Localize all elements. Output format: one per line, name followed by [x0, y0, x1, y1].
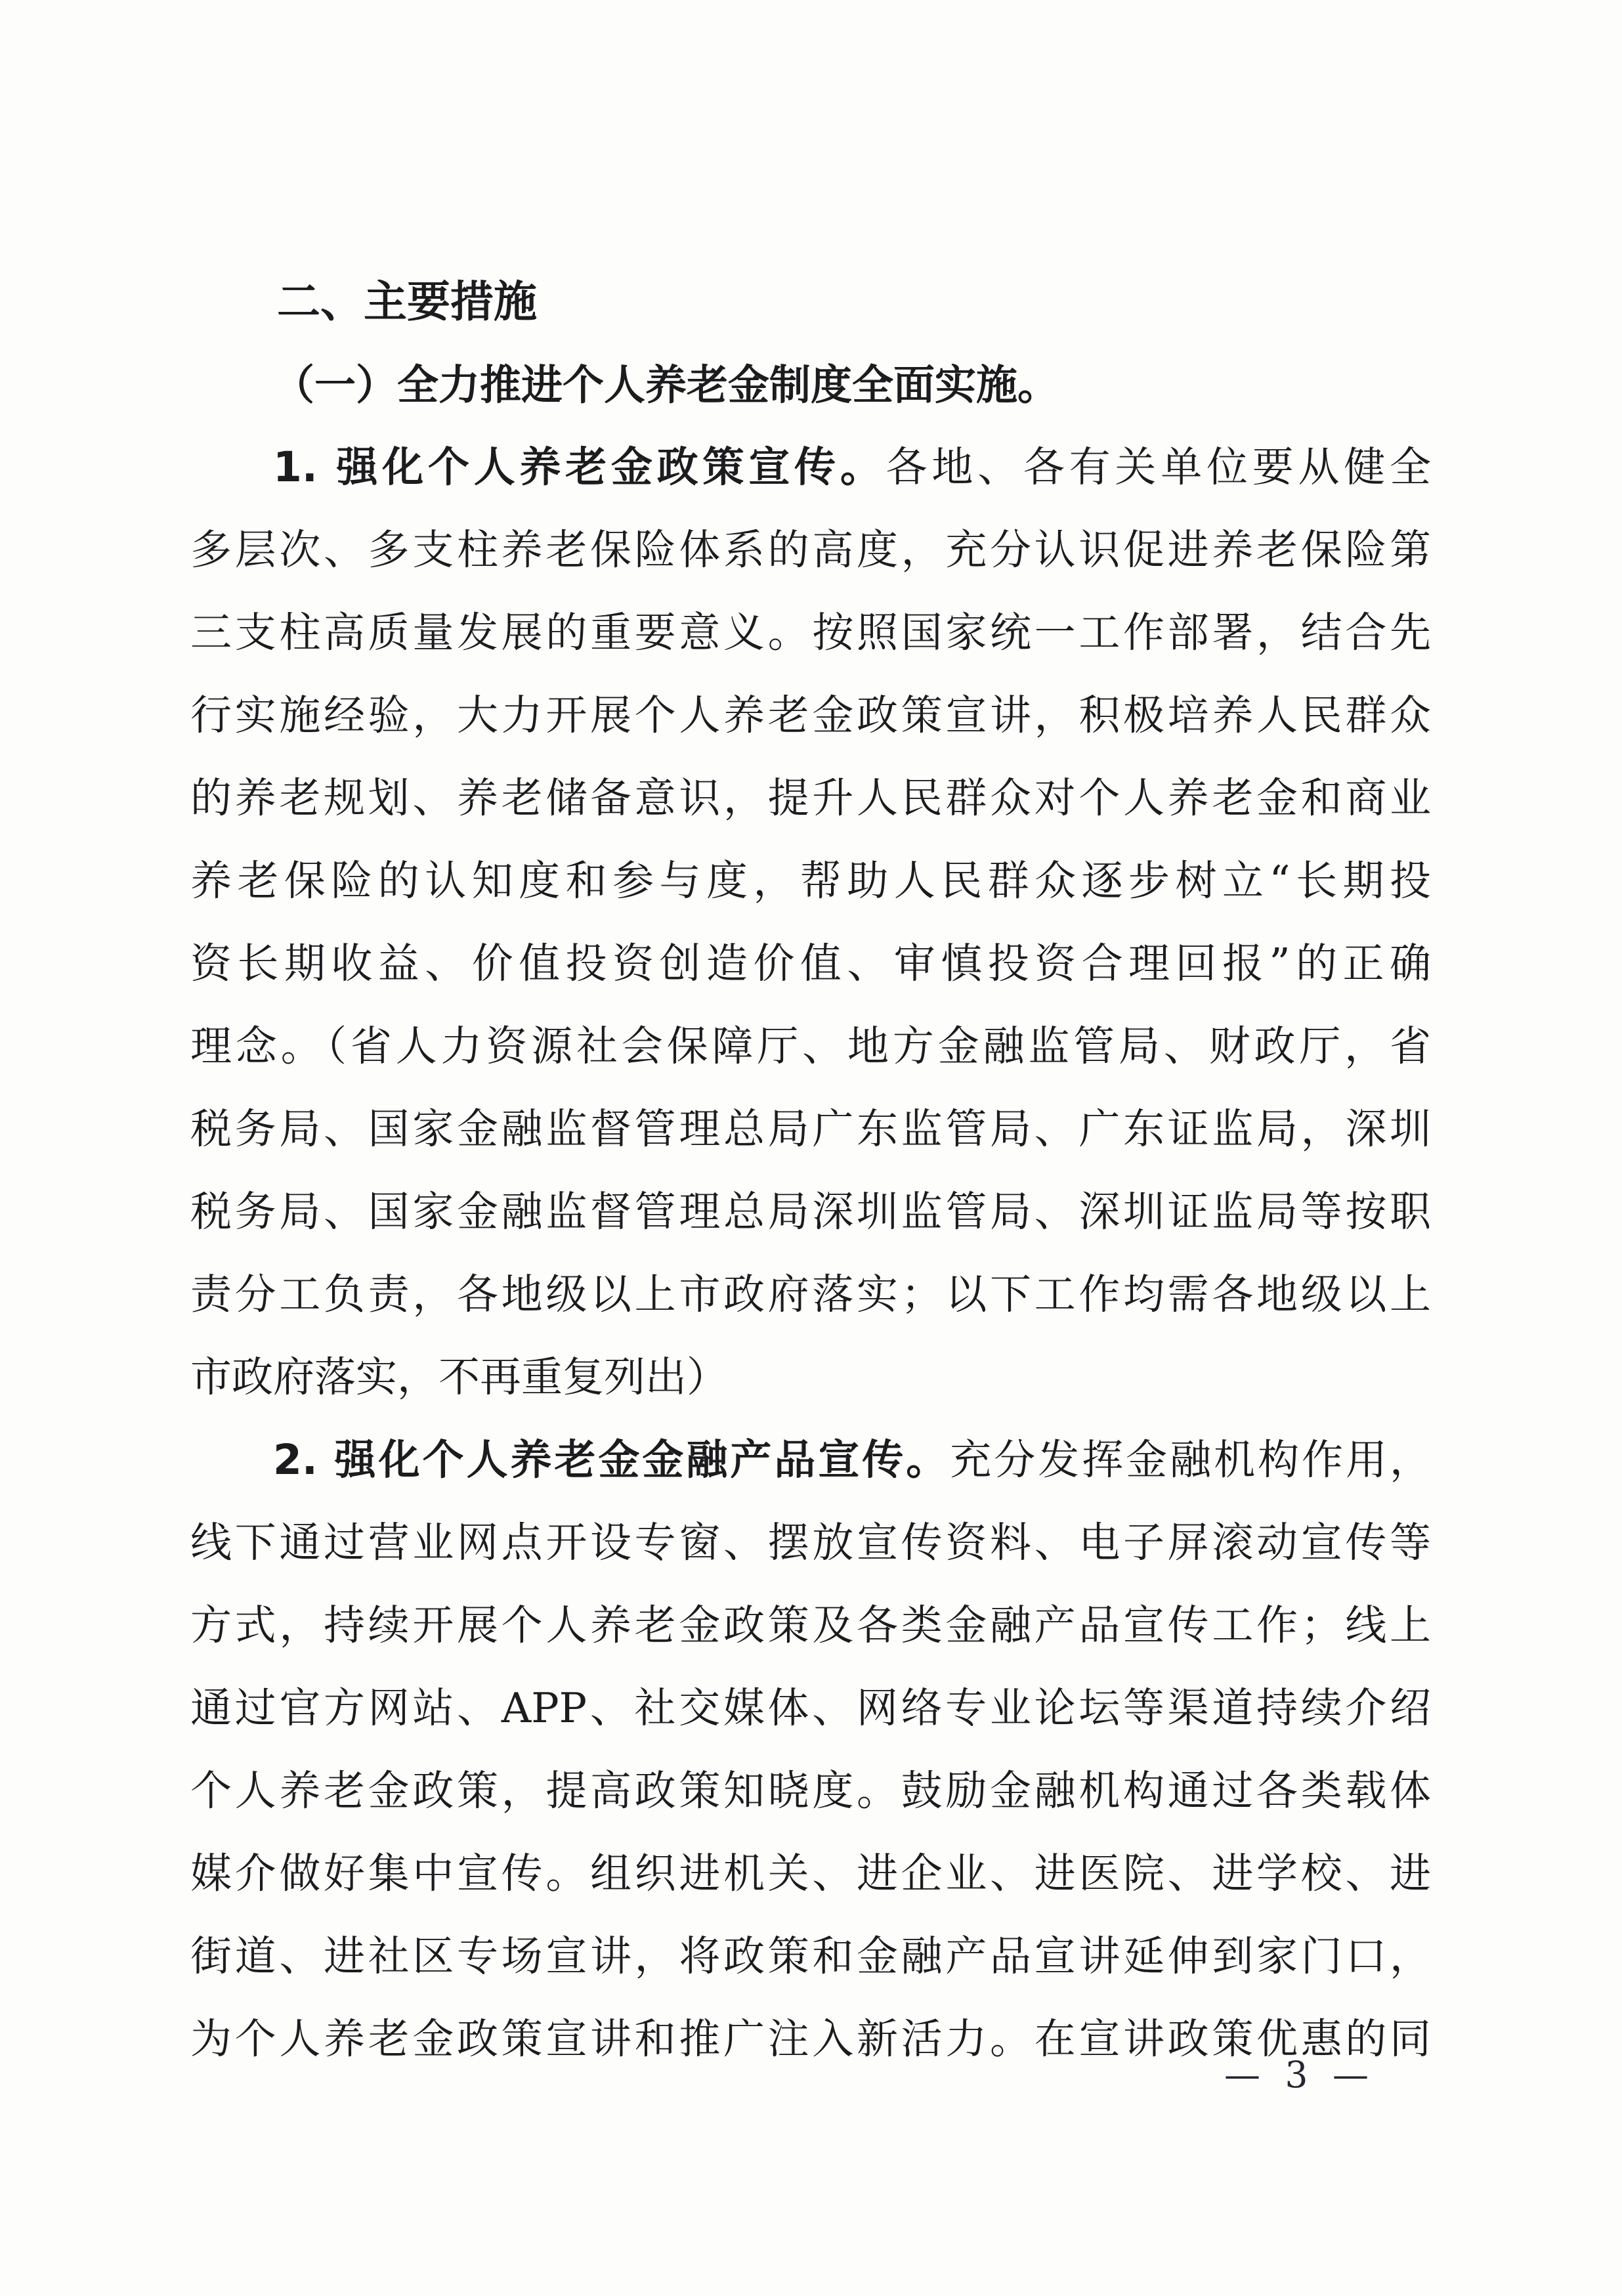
text-run: 多层次、多支柱养老保险体系的高度，充分认识促进养老保险第: [190, 526, 1431, 574]
bold-run: 2. 强化个人养老金金融产品宣传。: [273, 1436, 950, 1484]
text-run: 媒介做好集中宣传。组织进机关、进企业、进医院、进学校、进: [190, 1850, 1431, 1897]
paragraph-1-line: [190, 1005, 1431, 1088]
document-body: [190, 261, 1431, 2081]
paragraph-2-line: [190, 1915, 1431, 1998]
text-run: 通过官方网站、APP、社交媒体、网络专业论坛等渠道持续介绍: [190, 1684, 1431, 1732]
text-run: 线下通过营业网点开设专窗、摆放宣传资料、电子屏滚动宣传等: [190, 1519, 1431, 1567]
paragraph-1-line: [190, 1088, 1431, 1171]
text-run: 税务局、国家金融监督管理总局深圳监管局、深圳证监局等按职: [190, 1188, 1431, 1236]
paragraph-1-line: [190, 674, 1431, 757]
text-run: 税务局、国家金融监督管理总局广东监管局、广东证监局，深圳: [190, 1105, 1431, 1153]
subsection-heading: [190, 343, 1431, 426]
text-run: 市政府落实，不再重复列出）: [190, 1353, 728, 1401]
paragraph-1-line: [190, 509, 1431, 592]
paragraph-1-line: [190, 757, 1431, 840]
paragraph-2-line: [190, 1419, 1431, 1502]
paragraph-1-line: [190, 592, 1431, 674]
text-run: 为个人养老金政策宣讲和推广注入新活力。在宣讲政策优惠的同: [190, 2015, 1431, 2063]
text-run: 理念。（省人力资源社会保障厅、地方金融监管局、财政厅，省: [190, 1022, 1431, 1070]
paragraph-1-line: [190, 426, 1431, 509]
text-run: 养老保险的认知度和参与度，帮助人民群众逐步树立“长期投: [190, 857, 1431, 905]
bold-run: 1. 强化个人养老金政策宣传。: [273, 443, 886, 491]
paragraph-1-line: [190, 1336, 1431, 1419]
text-run: 方式，持续开展个人养老金政策及各类金融产品宣传工作；线上: [190, 1601, 1431, 1649]
text-run: （一）全力推进个人养老金制度全面实施。: [273, 360, 1059, 409]
section-heading: [190, 261, 1431, 343]
paragraph-2-line: [190, 1750, 1431, 1832]
text-run: 资长期收益、价值投资创造价值、审慎投资合理回报”的正确: [190, 940, 1431, 987]
text-run: 行实施经验，大力开展个人养老金政策宣讲，积极培养人民群众: [190, 691, 1431, 739]
paragraph-1-line: [190, 922, 1431, 1005]
page-number: — 3 —: [1224, 2054, 1375, 2096]
text-run: 三支柱高质量发展的重要意义。按照国家统一工作部署，结合先: [190, 609, 1431, 657]
paragraph-1-line: [190, 1253, 1431, 1336]
paragraph-2-line: [190, 1502, 1431, 1584]
paragraph-1-line: [190, 1171, 1431, 1253]
paragraph-1-line: [190, 840, 1431, 922]
paragraph-2-line: [190, 1832, 1431, 1915]
paragraph-2-line: [190, 1584, 1431, 1667]
text-run: 二、主要措施: [277, 276, 537, 327]
text-run: 责分工负责，各地级以上市政府落实；以下工作均需各地级以上: [190, 1270, 1431, 1318]
text-run: 个人养老金政策，提高政策知晓度。鼓励金融机构通过各类载体: [190, 1767, 1431, 1815]
paragraph-2-line: [190, 1667, 1431, 1750]
text-run: 的养老规划、养老储备意识，提升人民群众对个人养老金和商业: [190, 774, 1431, 822]
text-run: 充分发挥金融机构作用，: [950, 1436, 1431, 1484]
text-run: 街道、进社区专场宣讲，将政策和金融产品宣讲延伸到家门口，: [190, 1932, 1431, 1980]
text-run: 各地、各有关单位要从健全: [886, 443, 1431, 491]
